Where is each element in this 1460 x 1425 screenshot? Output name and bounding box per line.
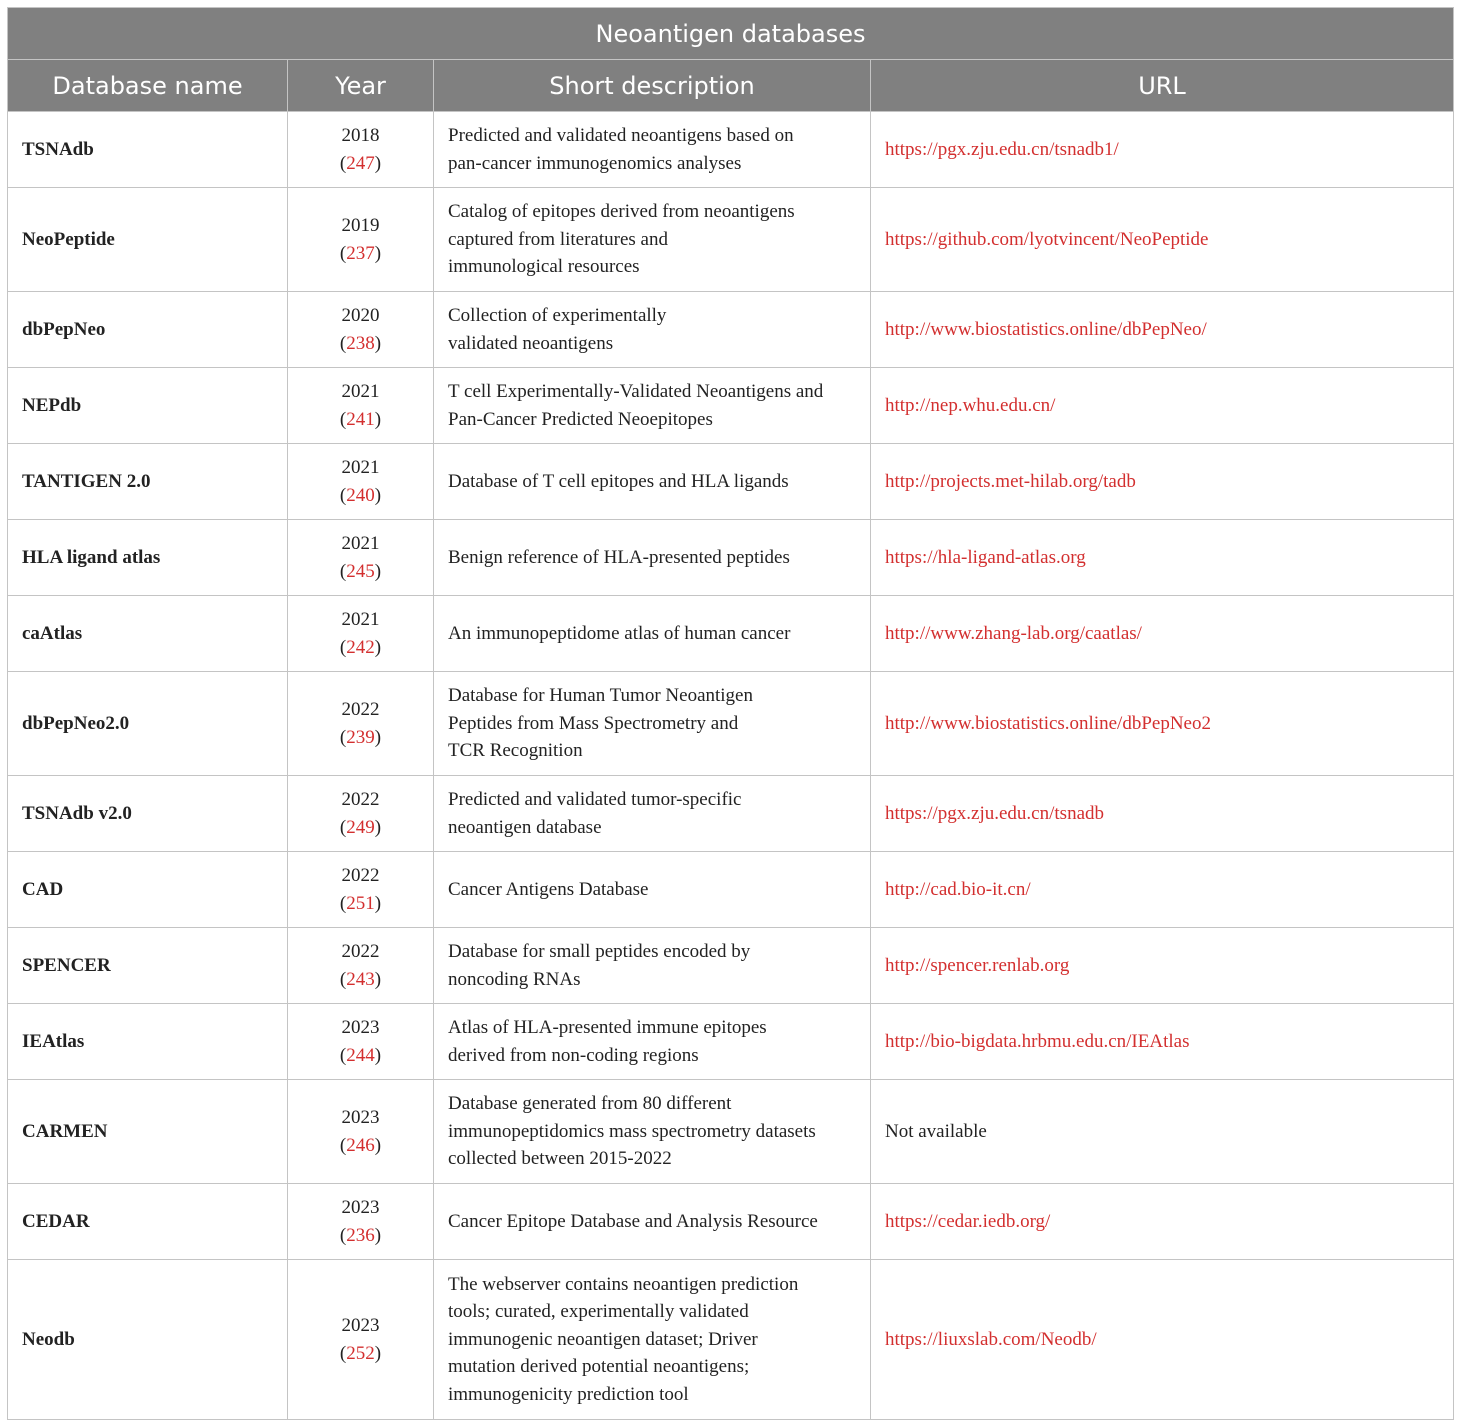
description-cell	[434, 776, 871, 852]
description-line: Predicted and validated neoantigens based on	[448, 125, 794, 146]
description-cell	[434, 1260, 871, 1420]
description-line: Pan-Cancer Predicted Neoepitopes	[448, 408, 713, 430]
url-cell	[871, 1184, 1454, 1260]
description-cell	[434, 928, 871, 1004]
year-value: 2021	[341, 609, 380, 630]
table-row	[8, 776, 1454, 852]
database-name-cell: TANTIGEN 2.0	[8, 444, 288, 520]
table-row	[8, 112, 1454, 188]
description-line: pan-cancer immunogenomics analyses	[448, 152, 742, 174]
description-line: immunological resources	[448, 256, 640, 278]
table-body	[8, 112, 1454, 1420]
table-row	[8, 672, 1454, 776]
url-cell	[871, 596, 1454, 672]
year-value: 2023	[341, 1017, 380, 1038]
year-cell: 2022 (249)	[288, 776, 434, 852]
year-value: 2022	[341, 699, 380, 720]
description-line: mutation derived potential neoantigens;	[448, 1356, 750, 1378]
reference-link[interactable]: 251	[346, 892, 375, 914]
reference-link[interactable]: 249	[346, 816, 375, 838]
table-row	[8, 292, 1454, 368]
year-cell: 2021 (242)	[288, 596, 434, 672]
year-cell: 2023 (252)	[288, 1260, 434, 1420]
column-header-short-description: Short description	[434, 60, 871, 112]
url-link[interactable]: https://pgx.zju.edu.cn/tsnadb1/	[885, 138, 1119, 160]
url-link[interactable]: http://nep.whu.edu.cn/	[885, 394, 1056, 416]
description-line: Collection of experimentally	[448, 305, 667, 326]
description-line: neoantigen database	[448, 816, 602, 838]
year-value: 2022	[341, 941, 380, 962]
reference-link[interactable]: 241	[346, 408, 375, 430]
year-value: 2021	[341, 381, 380, 402]
description-line: The webserver contains neoantigen prediction	[448, 1273, 799, 1295]
description-cell	[434, 292, 871, 368]
year-value: 2023	[341, 1107, 380, 1128]
description-cell	[434, 112, 871, 188]
description-line: immunogenic neoantigen dataset; Driver	[448, 1328, 758, 1350]
table-row	[8, 596, 1454, 672]
reference-link[interactable]: 239	[346, 726, 375, 748]
year-value: 2021	[341, 457, 380, 478]
description-cell	[434, 1080, 871, 1184]
year-cell: 2023 (236)	[288, 1184, 434, 1260]
table-row	[8, 928, 1454, 1004]
description-cell	[434, 1184, 871, 1260]
url-cell	[871, 292, 1454, 368]
url-unavailable-text: Not available	[885, 1120, 987, 1142]
reference-link[interactable]: 240	[346, 484, 375, 506]
description-cell	[434, 520, 871, 596]
year-cell: 2022 (251)	[288, 852, 434, 928]
year-cell: 2021 (240)	[288, 444, 434, 520]
database-name-cell: TSNAdb	[8, 112, 288, 188]
url-cell	[871, 368, 1454, 444]
url-cell	[871, 1004, 1454, 1080]
description-line: Database for Human Tumor Neoantigen	[448, 685, 753, 707]
year-cell: 2021 (245)	[288, 520, 434, 596]
year-cell: 2020 (238)	[288, 292, 434, 368]
description-line: immunopeptidomics mass spectrometry datasets	[448, 1120, 816, 1142]
url-link[interactable]: http://www.biostatistics.online/dbPepNeo/	[885, 318, 1207, 340]
url-link[interactable]: https://liuxslab.com/Neodb/	[885, 1328, 1097, 1350]
description-line: T cell Experimentally-Validated Neoantigens and	[448, 381, 824, 402]
url-cell	[871, 112, 1454, 188]
description-cell	[434, 188, 871, 292]
year-cell: 2022 (243)	[288, 928, 434, 1004]
year-value: 2019	[341, 215, 380, 236]
url-link[interactable]: http://spencer.renlab.org	[885, 954, 1070, 976]
description-line: derived from non-coding regions	[448, 1044, 699, 1066]
column-header-url: URL	[871, 60, 1454, 112]
year-cell: 2023 (244)	[288, 1004, 434, 1080]
description-line: tools; curated, experimentally validated	[448, 1301, 749, 1323]
url-link[interactable]: http://www.biostatistics.online/dbPepNeo2	[885, 712, 1211, 734]
table-row	[8, 520, 1454, 596]
description-cell	[434, 1004, 871, 1080]
reference-link[interactable]: 246	[346, 1134, 375, 1156]
reference-link[interactable]: 236	[346, 1224, 375, 1246]
year-value: 2023	[341, 1197, 380, 1218]
database-name-cell: IEAtlas	[8, 1004, 288, 1080]
url-link[interactable]: https://pgx.zju.edu.cn/tsnadb	[885, 802, 1105, 824]
description-cell	[434, 672, 871, 776]
description-line: An immunopeptidome atlas of human cancer	[448, 622, 791, 644]
column-header-database-name: Database name	[8, 60, 288, 112]
database-name-cell: dbPepNeo2.0	[8, 672, 288, 776]
database-name-cell: Neodb	[8, 1260, 288, 1420]
table-row	[8, 444, 1454, 520]
reference-link[interactable]: 252	[346, 1342, 375, 1364]
reference-link[interactable]: 238	[346, 332, 375, 354]
url-link[interactable]: http://www.zhang-lab.org/caatlas/	[885, 622, 1142, 644]
table-row	[8, 1080, 1454, 1184]
table-row	[8, 852, 1454, 928]
reference-link[interactable]: 245	[346, 560, 375, 582]
year-cell: 2019 (237)	[288, 188, 434, 292]
url-link[interactable]: http://bio-bigdata.hrbmu.edu.cn/IEAtlas	[885, 1030, 1190, 1052]
url-cell	[871, 188, 1454, 292]
database-name-cell: SPENCER	[8, 928, 288, 1004]
year-value: 2022	[341, 865, 380, 886]
description-line: Peptides from Mass Spectrometry and	[448, 712, 739, 734]
table-row	[8, 368, 1454, 444]
description-line: Cancer Epitope Database and Analysis Resource	[448, 1210, 818, 1232]
description-line: Database for small peptides encoded by	[448, 941, 751, 962]
year-value: 2018	[341, 125, 380, 146]
year-value: 2021	[341, 533, 380, 554]
url-cell	[871, 852, 1454, 928]
url-cell	[871, 1260, 1454, 1420]
table-row	[8, 1184, 1454, 1260]
description-line: Cancer Antigens Database	[448, 878, 649, 900]
description-line: Benign reference of HLA-presented peptides	[448, 546, 790, 568]
url-link[interactable]: https://github.com/lyotvincent/NeoPeptide	[885, 228, 1209, 250]
url-cell	[871, 1080, 1454, 1184]
database-name-cell: NeoPeptide	[8, 188, 288, 292]
url-link[interactable]: http://cad.bio-it.cn/	[885, 878, 1031, 900]
description-line: Atlas of HLA-presented immune epitopes	[448, 1017, 767, 1038]
url-cell	[871, 520, 1454, 596]
year-value: 2023	[341, 1315, 380, 1336]
year-value: 2020	[341, 305, 380, 326]
description-line: collected between 2015-2022	[448, 1148, 672, 1170]
table-row	[8, 1260, 1454, 1420]
year-cell: 2018 (247)	[288, 112, 434, 188]
description-cell	[434, 368, 871, 444]
neoantigen-databases-table	[7, 7, 1454, 1420]
table-row	[8, 188, 1454, 292]
year-value: 2022	[341, 789, 380, 810]
description-line: TCR Recognition	[448, 740, 583, 762]
url-cell	[871, 928, 1454, 1004]
year-cell: 2022 (239)	[288, 672, 434, 776]
url-link[interactable]: http://projects.met-hilab.org/tadb	[885, 470, 1136, 492]
description-line: Database of T cell epitopes and HLA ligands	[448, 470, 789, 492]
url-cell	[871, 672, 1454, 776]
database-name-cell: NEPdb	[8, 368, 288, 444]
year-cell: 2021 (241)	[288, 368, 434, 444]
url-link[interactable]: https://cedar.iedb.org/	[885, 1210, 1051, 1232]
database-name-cell: caAtlas	[8, 596, 288, 672]
description-cell	[434, 444, 871, 520]
url-cell	[871, 776, 1454, 852]
description-line: noncoding RNAs	[448, 968, 581, 990]
url-cell	[871, 444, 1454, 520]
database-name-cell: CEDAR	[8, 1184, 288, 1260]
reference-link[interactable]: 244	[346, 1044, 375, 1066]
reference-link[interactable]: 247	[346, 152, 375, 174]
description-line: captured from literatures and	[448, 228, 668, 250]
table-caption: Neoantigen databases	[8, 8, 1454, 60]
database-name-cell: HLA ligand atlas	[8, 520, 288, 596]
description-cell	[434, 852, 871, 928]
reference-link[interactable]: 243	[346, 968, 375, 990]
description-line: Catalog of epitopes derived from neoantigens	[448, 201, 795, 223]
table-row	[8, 1004, 1454, 1080]
database-name-cell: CAD	[8, 852, 288, 928]
reference-link[interactable]: 242	[346, 636, 375, 658]
url-link[interactable]: https://hla-ligand-atlas.org	[885, 546, 1086, 568]
year-cell: 2023 (246)	[288, 1080, 434, 1184]
database-name-cell: TSNAdb v2.0	[8, 776, 288, 852]
database-name-cell: CARMEN	[8, 1080, 288, 1184]
reference-link[interactable]: 237	[346, 242, 375, 264]
description-line: Predicted and validated tumor-specific	[448, 789, 742, 810]
description-line: Database generated from 80 different	[448, 1093, 732, 1115]
column-header-year: Year	[288, 60, 434, 112]
description-line: immunogenicity prediction tool	[448, 1383, 689, 1405]
database-name-cell: dbPepNeo	[8, 292, 288, 368]
description-cell	[434, 596, 871, 672]
description-line: validated neoantigens	[448, 332, 614, 354]
